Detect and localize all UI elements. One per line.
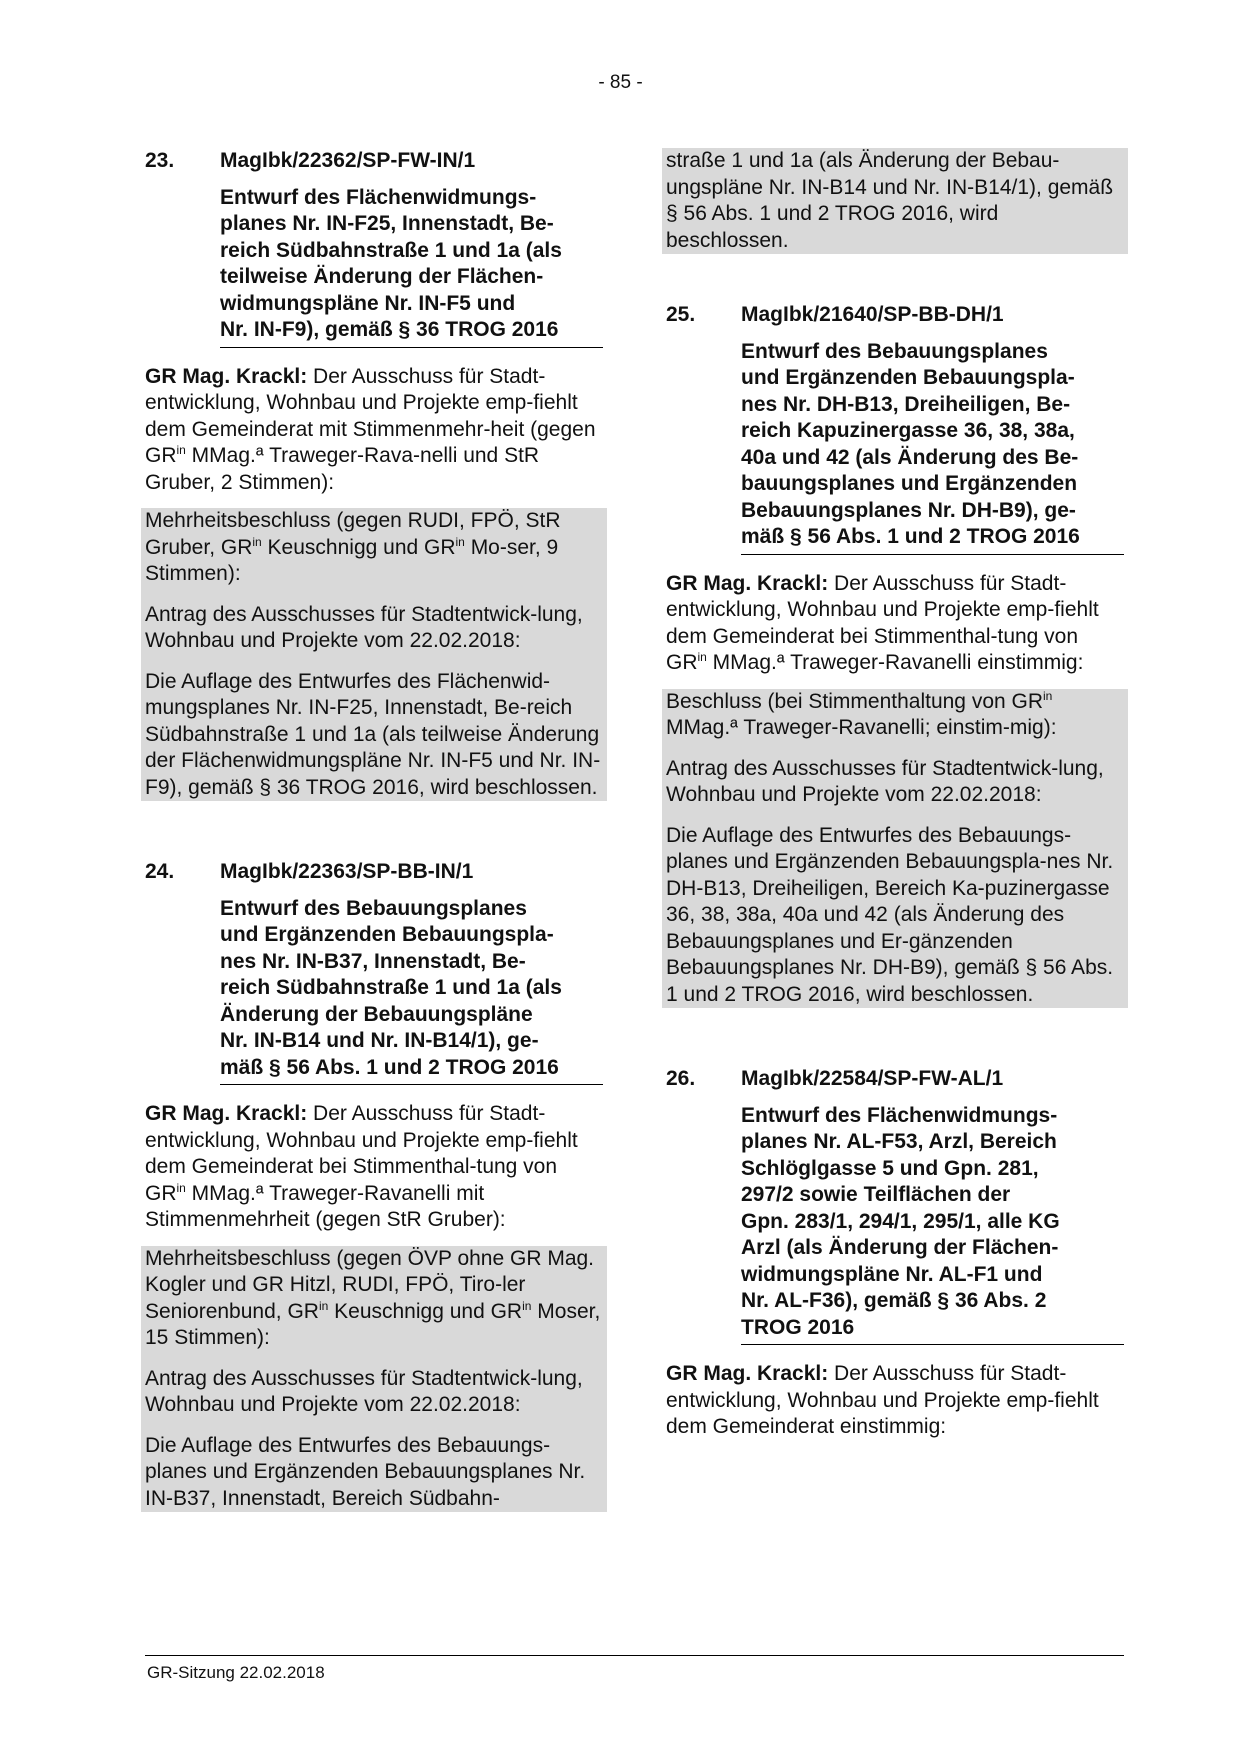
item-code: MagIbk/22362/SP-FW-IN/1 bbox=[220, 149, 476, 172]
title-line: Entwurf des Bebauungsplanes bbox=[220, 896, 527, 920]
resolution-text bbox=[666, 689, 1124, 742]
text: Mehrheitsbeschluss (gegen ÖVP ohne GR Mag. Kogler und GR Hitzl, RUDI, FPÖ, Tiro-ler Seniorenbund, GR bbox=[145, 1246, 595, 1323]
superscript: in bbox=[697, 650, 707, 664]
resolution-box bbox=[141, 1246, 607, 1513]
right-column bbox=[666, 148, 1124, 1441]
title-line: Nr. IN-F9), gemäß § 36 TROG 2016 bbox=[220, 318, 559, 341]
left-column bbox=[145, 148, 603, 1512]
item-header bbox=[145, 148, 603, 175]
text: Moser, 15 Stimmen): bbox=[145, 1299, 601, 1349]
decision-text: Die Auflage des Entwurfes des Bebauungs-planes und Ergänzenden Bebauungspla-nes Nr. DH-B13, Dreiheiligen, Bereich Ka-puzinergasse 36, 38, 38a, 40a und 42 (als Änderung des Bebauungsplanes und Er-gänzenden Bebauungsplanes Nr. DH-B9), gemäß § 56 Abs. 1 und 2 TROG 2016, wird beschlossen. bbox=[666, 823, 1114, 1006]
title-line: Bebauungsplanes Nr. DH-B9), ge- bbox=[741, 498, 1076, 522]
statement-text: MMag.ª Traweger-Rava-nelli und StR Gruber, 2 Stimmen): bbox=[145, 444, 540, 494]
title-line: Entwurf des Flächenwidmungs- bbox=[220, 185, 537, 209]
superscript: in bbox=[318, 1298, 329, 1313]
footer-divider bbox=[145, 1655, 1124, 1656]
item-number: 26. bbox=[666, 1067, 696, 1090]
item-header bbox=[666, 302, 1124, 329]
superscript: in bbox=[176, 1180, 186, 1195]
agenda-item-24 bbox=[145, 859, 603, 1512]
item-header bbox=[666, 1066, 1124, 1093]
title-line: TROG 2016 bbox=[741, 1315, 855, 1339]
item-number: 25. bbox=[666, 303, 696, 326]
title-line: und Ergänzenden Bebauungspla- bbox=[741, 366, 1075, 389]
text: Mo-ser, 9 Stimmen): bbox=[145, 535, 559, 585]
title-line: nes Nr. DH-B13, Dreiheiligen, Be- bbox=[741, 392, 1071, 416]
text: Mehrheitsbeschluss (gegen RUDI, FPÖ, StR Gruber, GR bbox=[145, 509, 561, 559]
footer-text: GR-Sitzung 22.02.2018 bbox=[147, 1663, 325, 1682]
superscript: in bbox=[522, 1298, 532, 1313]
speaker-name: GR Mag. Krackl: bbox=[666, 571, 829, 595]
text: Keuschnigg und GR bbox=[328, 1299, 523, 1323]
title-line: planes Nr. IN-F25, Innenstadt, Be- bbox=[220, 212, 554, 235]
speaker-statement bbox=[666, 1361, 1124, 1441]
resolution-box-continued bbox=[662, 148, 1128, 254]
title-line: Arzl (als Änderung der Flächen- bbox=[741, 1236, 1059, 1259]
title-line: mäß § 56 Abs. 1 und 2 TROG 2016 bbox=[220, 1055, 559, 1079]
title-line: nes Nr. IN-B37, Innenstadt, Be- bbox=[220, 949, 526, 973]
superscript: in bbox=[1043, 688, 1053, 703]
statement-text: Der Ausschuss für Stadt-entwicklung, Wohnbau und Projekte emp-fiehlt dem Gemeinderat mit Stimmenmehr-heit (gegen GR bbox=[145, 364, 596, 467]
speaker-name: GR Mag. Krackl: bbox=[666, 1362, 829, 1385]
title-line: Gpn. 283/1, 294/1, 295/1, alle KG bbox=[741, 1209, 1060, 1233]
speaker-name: GR Mag. Krackl: bbox=[145, 364, 308, 388]
text: MMag.ª Traweger-Ravanelli; einstim-mig): bbox=[666, 716, 1057, 739]
speaker-name: GR Mag. Krackl: bbox=[145, 1102, 308, 1125]
agenda-item-26 bbox=[666, 1066, 1124, 1441]
agenda-item-25 bbox=[666, 302, 1124, 1008]
title-line: Schlöglgasse 5 und Gpn. 281, bbox=[741, 1156, 1039, 1180]
item-code: MagIbk/22363/SP-BB-IN/1 bbox=[220, 860, 474, 883]
statement-text: MMag.ª Traweger-Ravanelli mit Stimmenmehrheit (gegen StR Gruber): bbox=[145, 1181, 506, 1231]
title-line: reich Südbahnstraße 1 und 1a (als bbox=[220, 976, 562, 999]
superscript: in bbox=[176, 443, 186, 457]
statement-text: MMag.ª Traweger-Ravanelli einstimmig: bbox=[706, 651, 1084, 674]
title-line: 40a und 42 (als Änderung des Be- bbox=[741, 445, 1079, 469]
page-number: - 85 - bbox=[598, 72, 643, 93]
speaker-statement bbox=[145, 364, 603, 497]
title-line: Nr. IN-B14 und Nr. IN-B14/1), ge- bbox=[220, 1029, 539, 1052]
item-number: 24. bbox=[145, 860, 175, 883]
title-line: Entwurf des Flächenwidmungs- bbox=[741, 1103, 1058, 1127]
item-number: 23. bbox=[145, 149, 175, 172]
statement-text: Der Ausschuss für Stadt-entwicklung, Wohnbau und Projekte emp-fiehlt dem Gemeinderat bei Stimmenthal-tung von GR bbox=[145, 1102, 578, 1205]
speaker-statement bbox=[666, 571, 1124, 677]
title-line: Entwurf des Bebauungsplanes bbox=[741, 339, 1048, 363]
item-title bbox=[741, 1103, 1124, 1346]
resolution-box bbox=[141, 508, 607, 801]
title-line: bauungsplanes und Ergänzenden bbox=[741, 472, 1078, 495]
item-title bbox=[220, 185, 603, 348]
item-header bbox=[145, 859, 603, 886]
resolution-text bbox=[145, 508, 603, 588]
item-title bbox=[741, 339, 1124, 555]
title-line: planes Nr. AL-F53, Arzl, Bereich bbox=[741, 1130, 1057, 1153]
title-line: Änderung der Bebauungspläne bbox=[220, 1002, 533, 1026]
title-line: teilweise Änderung der Flächen- bbox=[220, 265, 544, 288]
text: Beschluss (bei Stimmenthaltung von GR bbox=[666, 689, 1044, 713]
title-line: und Ergänzenden Bebauungspla- bbox=[220, 923, 554, 946]
title-line: reich Kapuzinergasse 36, 38, 38a, bbox=[741, 419, 1075, 442]
text: Keuschnigg und GR bbox=[261, 535, 456, 559]
decision-text: Die Auflage des Entwurfes des Flächenwid-mungsplanes Nr. IN-F25, Innenstadt, Be-reich Südbahnstraße 1 und 1a (als teilweise Änderung der Flächenwidmungspläne Nr. IN-F5 und Nr. IN-F9), gemäß § 36 TROG 2016, wird beschlossen. bbox=[145, 669, 601, 799]
resolution-box bbox=[662, 689, 1128, 1009]
decision-text: Die Auflage des Entwurfes des Bebauungs-planes und Ergänzenden Bebauungsplanes Nr. IN-B37, Innenstadt, Bereich Südbahn- bbox=[145, 1433, 586, 1510]
superscript: in bbox=[455, 534, 465, 549]
title-line: Nr. AL-F36), gemäß § 36 Abs. 2 bbox=[741, 1289, 1047, 1312]
item-title bbox=[220, 896, 603, 1086]
motion-text: Antrag des Ausschusses für Stadtentwick-lung, Wohnbau und Projekte vom 22.02.2018: bbox=[145, 602, 583, 652]
superscript: in bbox=[252, 534, 262, 549]
title-line: mäß § 56 Abs. 1 und 2 TROG 2016 bbox=[741, 525, 1080, 548]
statement-text: Der Ausschuss für Stadt-entwicklung, Wohnbau und Projekte emp-fiehlt dem Gemeinderat bei Stimmenthal-tung von GR bbox=[666, 571, 1099, 674]
resolution-text bbox=[145, 1246, 603, 1352]
title-line: 297/2 sowie Teilflächen der bbox=[741, 1183, 1011, 1206]
title-line: widmungspläne Nr. IN-F5 und bbox=[220, 291, 516, 315]
title-line: reich Südbahnstraße 1 und 1a (als bbox=[220, 238, 562, 262]
agenda-item-23 bbox=[145, 148, 603, 801]
speaker-statement bbox=[145, 1101, 603, 1234]
statement-text: Der Ausschuss für Stadt-entwicklung, Wohnbau und Projekte emp-fiehlt dem Gemeinderat einstimmig: bbox=[666, 1362, 1099, 1438]
title-line: widmungspläne Nr. AL-F1 und bbox=[741, 1262, 1043, 1286]
item-code: MagIbk/22584/SP-FW-AL/1 bbox=[741, 1067, 1004, 1090]
motion-text: Antrag des Ausschusses für Stadtentwick-lung, Wohnbau und Projekte vom 22.02.2018: bbox=[666, 756, 1104, 806]
item-code: MagIbk/21640/SP-BB-DH/1 bbox=[741, 303, 1004, 326]
motion-text: Antrag des Ausschusses für Stadtentwick-lung, Wohnbau und Projekte vom 22.02.2018: bbox=[145, 1366, 583, 1416]
decision-text-continued: straße 1 und 1a (als Änderung der Bebau-ungspläne Nr. IN-B14 und Nr. IN-B14/1), gemäß § 56 Abs. 1 und 2 TROG 2016, wird beschlossen. bbox=[666, 149, 1114, 252]
